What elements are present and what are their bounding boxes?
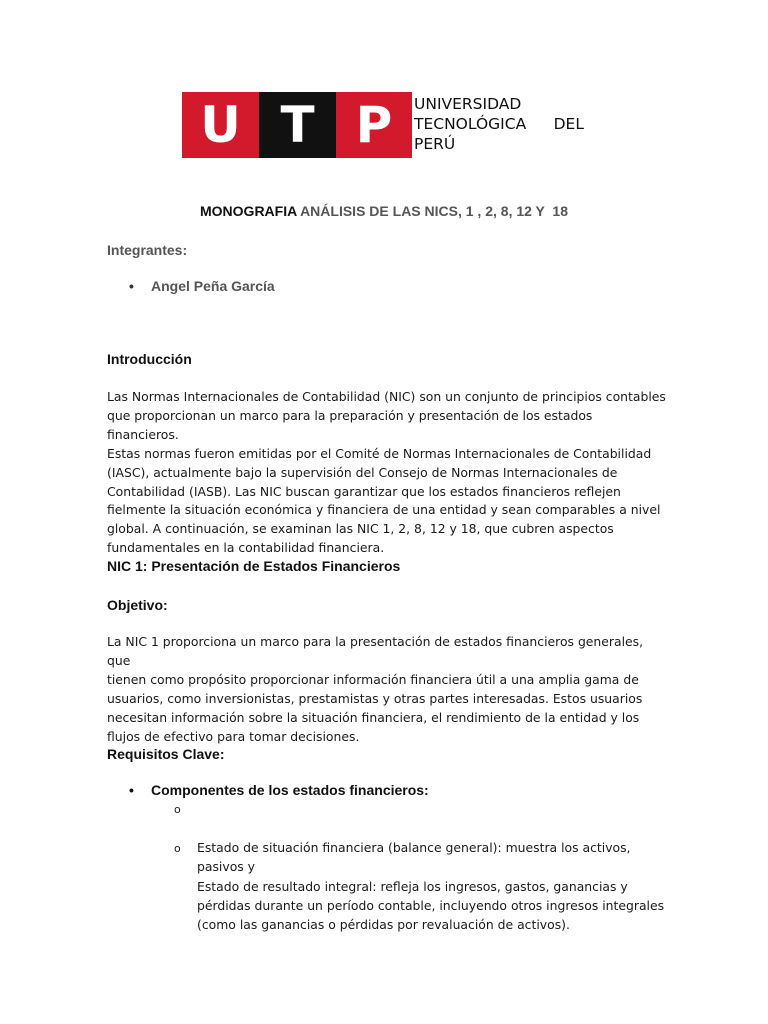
utp-logo [182, 92, 412, 158]
components-list-item [129, 782, 429, 798]
member-name: Angel Peña García [151, 278, 275, 294]
logo-letter-p: P [336, 92, 412, 158]
university-line-3: PERÚ [414, 135, 456, 153]
requirements-heading: Requisitos Clave: [107, 746, 225, 762]
bullet-icon: • [129, 278, 134, 294]
logo-letter-t: T [259, 92, 336, 158]
component-text: Estado de resultado integral: refleja los ingresos, gastos, ganancias y pérdidas durante un período contable, incluyendo otros ingresos integrales (como las ganancias o pérdidas por revaluación de activos). [197, 878, 665, 932]
intro-heading: Introducción [107, 351, 192, 367]
member-item [129, 278, 275, 294]
university-name [414, 94, 584, 154]
university-word-del: DEL [553, 115, 584, 133]
university-line-2 [414, 114, 584, 134]
circle-bullet-icon: o [174, 803, 181, 816]
objective-paragraph: La NIC 1 proporciona un marco para la presentación de estados financieros generales, que tienen como propósito proporcionar información financiera útil a una amplia gama de usuarios, como inversionistas, prestamistas y otras partes interesadas. Estos usuarios necesitan información sobre la situación financiera, el rendimiento de la entidad y los flujos de efectivo para tomar decisiones. [107, 634, 644, 744]
intro-paragraph: Las Normas Internacionales de Contabilidad (NIC) son un conjunto de principios contables que proporcionan un marco para la preparación y presentación de los estados financieros. Estas normas fueron emitidas por el Comité de Normas Internacionales de Contabilidad (IASC), actualmente bajo la supervisión del Consejo de Normas Internacionales de Contabilidad (IASB). Las NIC buscan garantizar que los estados financieros reflejen fielmente la situación económica y financiera de una entidad y sean comparables a nivel global. A continuación, se examinan las NIC 1, 2, 8, 12 y 18, que cubren aspectos fundamentales en la contabilidad financiera. [107, 389, 666, 556]
components-heading: Componentes de los estados financieros: [151, 782, 429, 798]
logo-letter-u: U [182, 92, 259, 158]
component-item [174, 840, 674, 953]
objective-heading: Objetivo: [107, 597, 168, 613]
members-label: Integrantes: [107, 242, 188, 258]
circle-bullet-icon: o [174, 842, 181, 855]
nic1-heading: NIC 1: Presentación de Estados Financieros [107, 558, 401, 574]
component-text: Estado de situación financiera (balance general): muestra los activos, pasivos y [197, 839, 631, 874]
university-line-1: UNIVERSIDAD [414, 95, 522, 113]
title-prefix: MONOGRAFIA [200, 203, 297, 219]
title-subject: ANÁLISIS DE LAS NICS, 1 , 2, 8, 12 Y 18 [296, 203, 568, 219]
document-title [0, 203, 768, 219]
university-word-tecnologica: TECNOLÓGICA [414, 115, 527, 133]
bullet-icon: • [129, 782, 134, 798]
